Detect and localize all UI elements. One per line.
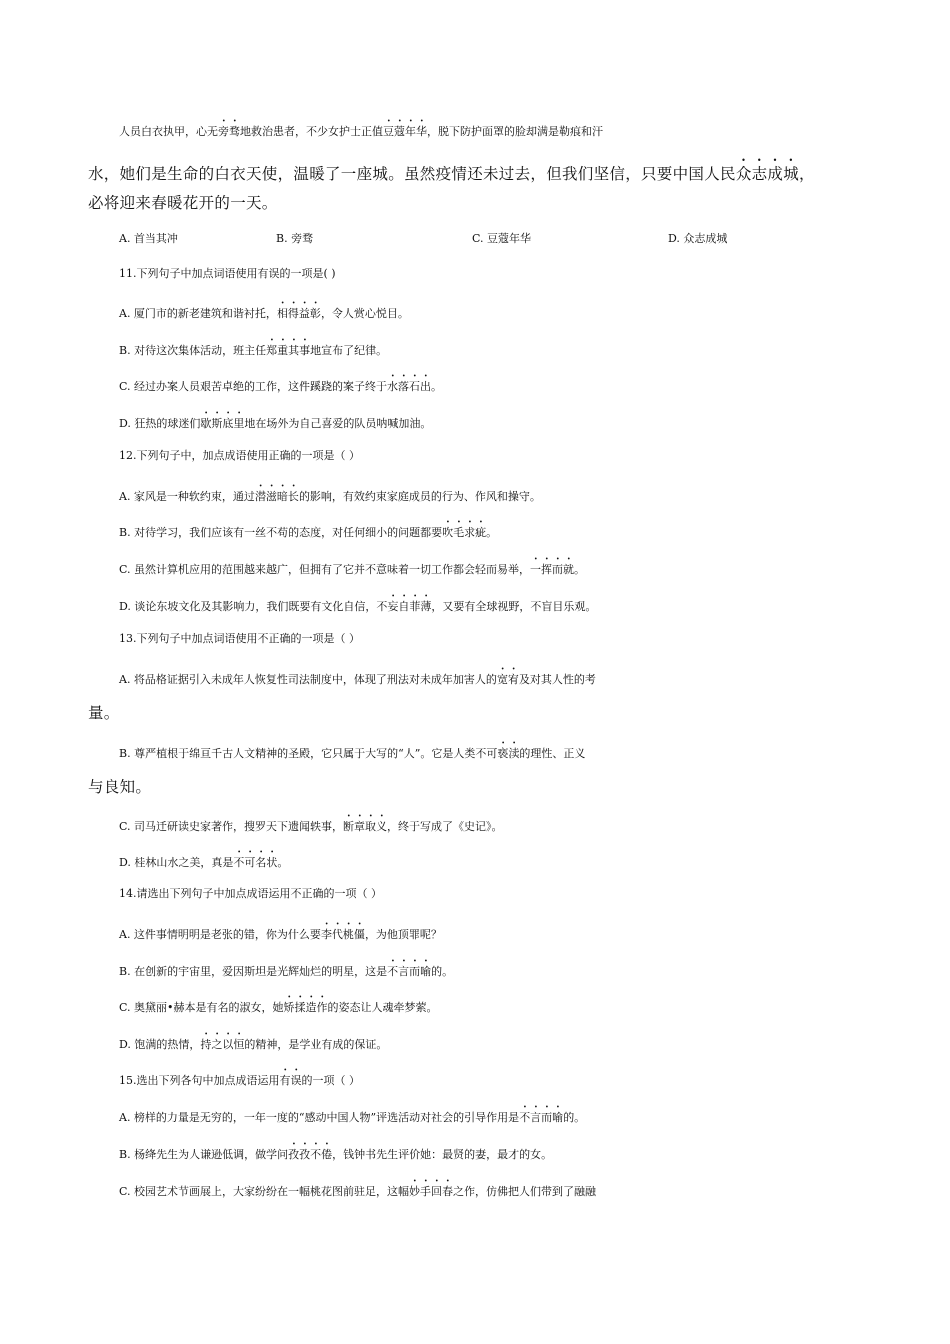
q13-option-a-line1: A. 将品格证据引入未成年人恢复性司法制度中，体现了刑法对未成年加害人的宽宥及对其人性的考 xyxy=(119,673,596,686)
q14-stem: 14.请选出下列句子中加点成语运用不正确的一项（ ） xyxy=(119,887,382,900)
dotted-word: 不可名状 xyxy=(233,856,278,869)
dotted-word: 郑重其事 xyxy=(266,344,311,357)
q11-option-a: A. 厦门市的新老建筑和谐衬托，相得益彰，令人赏心悦目。 xyxy=(119,307,409,320)
dotted-word: 吹毛求疵 xyxy=(442,526,487,539)
dotted-word: 妄自菲薄 xyxy=(387,600,432,613)
intro-line-3: 必将迎来春暖花开的一天。 xyxy=(88,194,278,212)
dotted-word: 断章取义 xyxy=(343,820,388,833)
q11-option-c: C. 经过办案人员艰苦卓绝的工作，这件蹊跷的案子终于水落石出。 xyxy=(119,380,443,393)
q13-option-d: D. 桂林山水之美，真是不可名状。 xyxy=(119,856,289,869)
dotted-word: 有误 xyxy=(279,1074,302,1087)
q11-option-b: B. 对待这次集体活动，班主任郑重其事地宣布了纪律。 xyxy=(119,344,388,357)
dotted-word: 旁骛 xyxy=(218,125,240,138)
q15-option-a: A. 榜样的力量是无穷的，一年一度的“感动中国人物”评选活动对社会的引导作用是不言而喻的。 xyxy=(119,1111,586,1124)
dotted-word: 矫揉造作 xyxy=(283,1001,328,1014)
intro-line-1: 人员白衣执甲，心无旁骛地救治患者，不少女护士正值豆蔻年华，脱下防护面罩的脸却满是勒痕和汗 xyxy=(119,125,603,138)
dotted-word: 不言而喻 xyxy=(387,965,432,978)
q15-option-b: B. 杨绛先生为人谦逊低调，做学问孜孜不倦，钱钟书先生评价她：最贤的妻，最才的女。 xyxy=(119,1148,553,1161)
dotted-word: 亵渎 xyxy=(497,747,520,760)
dotted-word: 妙手回春 xyxy=(409,1185,454,1198)
dotted-word: 歇斯底里 xyxy=(200,417,245,430)
q11-option-d: D. 狂热的球迷们歇斯底里地在场外为自己喜爱的队员呐喊加油。 xyxy=(119,417,432,430)
dotted-word: 宽宥 xyxy=(496,673,519,686)
q12-option-b: B. 对待学习，我们应该有一丝不苟的态度，对任何细小的问题都要吹毛求疵。 xyxy=(119,526,498,539)
dotted-word: 潜滋暗长 xyxy=(254,490,299,503)
q12-stem: 12.下列句子中，加点成语使用正确的一项是（ ） xyxy=(119,449,360,462)
dotted-word: 众志成城 xyxy=(735,165,800,183)
intro-options xyxy=(119,229,899,249)
q12-option-d: D. 谈论东坡文化及其影响力，我们既要有文化自信，不妄自菲薄，又要有全球视野，不盲目乐观。 xyxy=(119,600,597,613)
q12-option-a: A. 家风是一种软约束，通过潜滋暗长的影响，有效约束家庭成员的行为、作风和操守。 xyxy=(119,490,541,503)
intro-line-2: 水，她们是生命的白衣天使，温暖了一座城。虽然疫情还未过去，但我们坚信，只要中国人民众志成城， xyxy=(88,165,815,183)
dotted-word: 持之以恒 xyxy=(200,1038,245,1051)
option-d: D. 众志成城 xyxy=(668,232,728,245)
q13-stem: 13.下列句子中加点词语使用不正确的一项是（ ） xyxy=(119,632,360,645)
dotted-word: 豆蔻年华 xyxy=(383,125,427,138)
q13-option-a-line2: 量。 xyxy=(88,704,120,722)
dotted-word: 水落石出 xyxy=(387,380,432,393)
q14-option-b: B. 在创新的宇宙里，爱因斯坦是光辉灿烂的明星，这是不言而喻的。 xyxy=(119,965,454,978)
q13-option-c: C. 司马迁研读史家著作，搜罗天下遗闻轶事，断章取义，终于写成了《史记》。 xyxy=(119,820,503,833)
q12-option-c: C. 虽然计算机应用的范围越来越广，但拥有了它并不意味着一切工作都会轻而易举，一挥而就。 xyxy=(119,563,586,576)
q13-option-b-line2: 与良知。 xyxy=(88,778,152,796)
q13-option-b-line1: B. 尊严植根于绵亘千古人文精神的圣殿，它只属于大写的“人”。它是人类不可亵渎的理性、正义 xyxy=(119,747,586,760)
q14-option-a: A. 这件事情明明是老张的错，你为什么要李代桃僵，为他顶罪呢？ xyxy=(119,928,442,941)
dotted-word: 孜孜不倦 xyxy=(288,1148,333,1161)
option-b: B. 旁骛 xyxy=(276,232,314,245)
dotted-word: 一挥而就 xyxy=(530,563,575,576)
q15-stem: 15.选出下列各句中加点成语运用有误的一项（ ） xyxy=(119,1074,360,1087)
option-a: A. 首当其冲 xyxy=(119,232,178,245)
dotted-word: 不言而喻 xyxy=(519,1111,564,1124)
option-c: C. 豆蔻年华 xyxy=(472,232,532,245)
q14-option-c: C. 奥黛丽•赫本是有名的淑女，她矫揉造作的姿态让人魂牵梦萦。 xyxy=(119,1001,438,1014)
dotted-word: 李代桃僵 xyxy=(320,928,365,941)
q11-stem: 11.下列句子中加点词语使用有误的一项是( ) xyxy=(119,267,336,280)
q14-option-d: D. 饱满的热情，持之以恒的精神，是学业有成的保证。 xyxy=(119,1038,388,1051)
q15-option-c: C. 校园艺术节画展上，大家纷纷在一幅桃花图前驻足，这幅妙手回春之作，仿佛把人们带到了融融 xyxy=(119,1185,597,1198)
dotted-word: 相得益彰 xyxy=(276,307,321,320)
